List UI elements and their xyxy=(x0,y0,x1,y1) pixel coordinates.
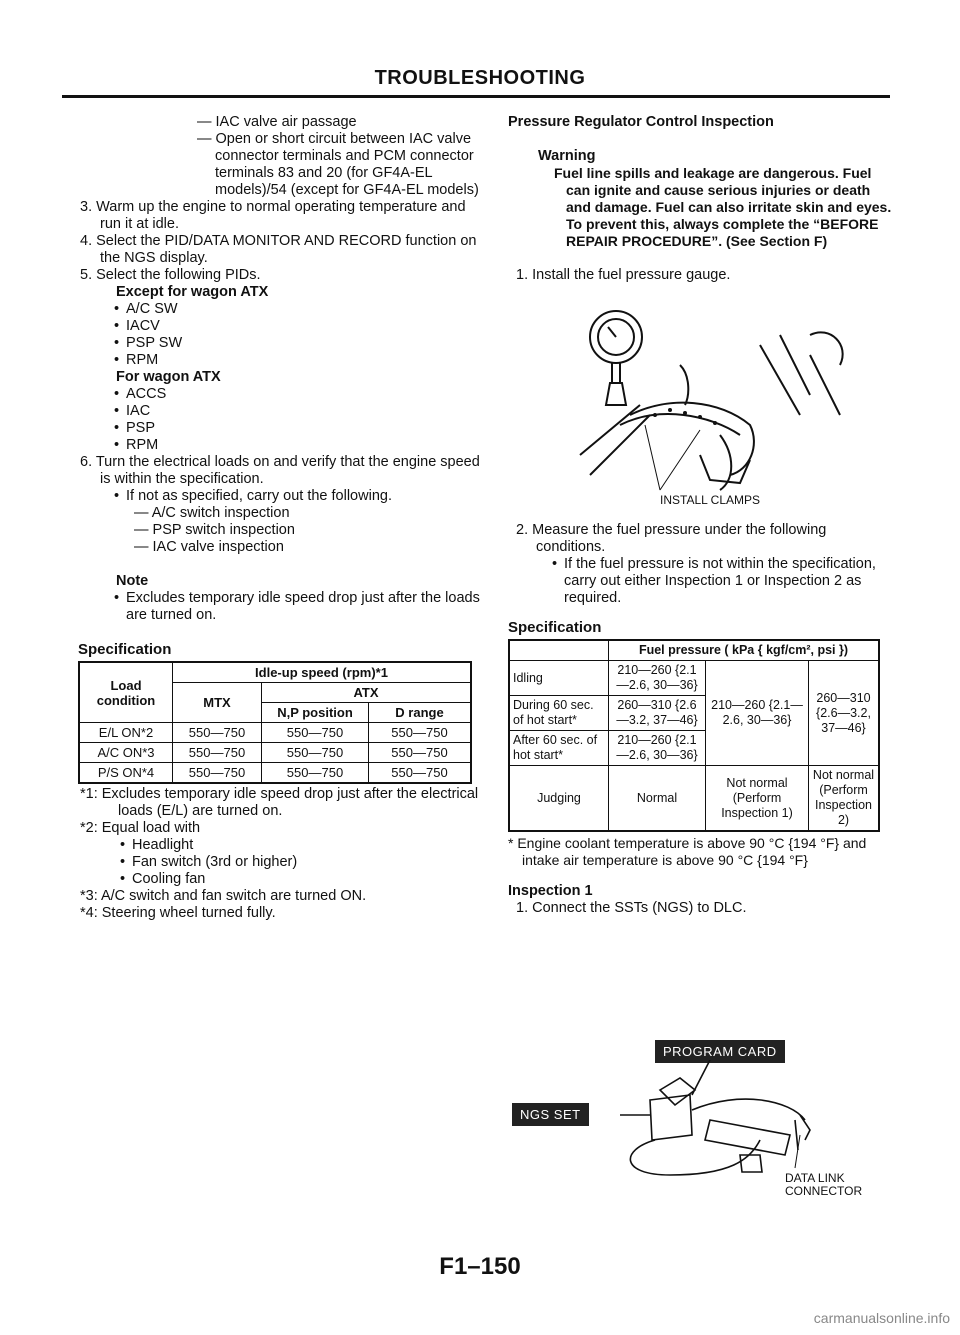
table-cell: 550—750 xyxy=(173,723,262,743)
inspection-1-step: 1. Connect the SSTs (NGS) to DLC. xyxy=(516,900,747,916)
header-rule xyxy=(62,95,890,98)
table-cell: 550—750 xyxy=(262,763,369,784)
except-wagon-heading: Except for wagon ATX xyxy=(116,284,269,300)
table-cell: P/S ON*4 xyxy=(79,763,173,784)
for-wagon-heading: For wagon ATX xyxy=(116,369,221,385)
list-item: • PSP SW xyxy=(80,335,480,352)
list-item: • PSP xyxy=(80,420,480,437)
step-4: 4. Select the PID/DATA MONITOR AND RECORD function on the NGS display. xyxy=(80,233,477,266)
dash-item: — PSP switch inspection xyxy=(134,522,295,538)
table-header: ATX xyxy=(262,683,472,703)
table-cell: Not normal (Perform Inspection 2) xyxy=(809,766,880,832)
table-header: Idle-up speed (rpm)*1 xyxy=(173,662,472,683)
spec-heading: Specification xyxy=(508,619,602,636)
watermark: carmanualsonline.info xyxy=(813,1310,950,1326)
table-row xyxy=(79,743,471,763)
footnote-4: *4: Steering wheel turned fully. xyxy=(80,905,276,921)
fuel-gauge-figure xyxy=(560,305,880,510)
footnote-2: *2: Equal load with xyxy=(80,820,201,836)
list-item: • Fan switch (3rd or higher) xyxy=(80,854,480,871)
dash-item: — A/C switch inspection xyxy=(134,505,290,521)
list-item: • Cooling fan xyxy=(80,871,480,888)
program-card-label: PROGRAM CARD xyxy=(655,1040,785,1063)
table-header: N,P position xyxy=(262,703,369,723)
table-cell: 550—750 xyxy=(369,743,472,763)
table-cell: 550—750 xyxy=(262,723,369,743)
table-header: MTX xyxy=(173,683,262,723)
table-cell: Not normal (Perform Inspection 1) xyxy=(706,766,809,832)
table-row xyxy=(79,723,471,743)
page-number: F1–150 xyxy=(439,1253,521,1280)
left-column xyxy=(80,114,480,922)
table-note: * Engine coolant temperature is above 90 °C {194 °F} and intake air temperature is above 90 °C {194 °F} xyxy=(508,835,867,868)
step-6: 6. Turn the electrical loads on and verify that the engine speed is within the specification. xyxy=(80,454,480,487)
list-item: • IAC xyxy=(80,403,480,420)
page-title: TROUBLESHOOTING xyxy=(374,67,586,89)
note-heading: Note xyxy=(116,573,149,589)
table-cell: After 60 sec. of hot start* xyxy=(509,731,609,766)
table-cell: 550—750 xyxy=(173,743,262,763)
idle-spec-table xyxy=(78,661,472,784)
table-row xyxy=(509,661,879,696)
step-3: 3. Warm up the engine to normal operating temperature and run it at idle. xyxy=(80,199,466,232)
warning-text: Fuel line spills and leakage are dangerous. Fuel can ignite and cause serious injuries or death and damage. Fuel can also irritate skin and eyes. To prevent this, always complete the “BEFORE REPAIR PROCEDURE”. (See Section F) xyxy=(554,165,892,249)
table-row xyxy=(79,763,471,784)
table-cell: Normal xyxy=(609,766,706,832)
step-2: 2. Measure the fuel pressure under the following conditions. xyxy=(516,522,827,555)
right-column xyxy=(508,114,898,284)
footnote-3: *3: A/C switch and fan switch are turned ON. xyxy=(80,888,367,904)
table-cell: 210—260 {2.1—2.6, 30—36} xyxy=(706,661,809,766)
step-5: 5. Select the following PIDs. xyxy=(80,267,261,283)
list-item: • RPM xyxy=(80,437,480,454)
list-item: • If the fuel pressure is not within the specification, carry out either Inspection 1 or Inspection 2 as required. xyxy=(508,556,898,607)
dash-item: — IAC valve air passage xyxy=(197,114,357,130)
list-item: • A/C SW xyxy=(80,301,480,318)
spec-heading: Specification xyxy=(78,641,172,658)
right-column-lower xyxy=(508,522,898,917)
table-header: Load condition xyxy=(79,662,173,723)
fig1-label: INSTALL CLAMPS xyxy=(660,493,761,507)
table-row xyxy=(509,766,879,832)
warning-heading: Warning xyxy=(538,148,596,164)
note-item: • Excludes temporary idle speed drop just after the loads are turned on. xyxy=(80,590,480,624)
list-item: • ACCS xyxy=(80,386,480,403)
ngs-set-label: NGS SET xyxy=(512,1103,589,1126)
table-cell: 550—750 xyxy=(262,743,369,763)
footnote-1: *1: Excludes temporary idle speed drop just after the electrical loads (E/L) are turned on. xyxy=(80,786,479,819)
table-cell: 550—750 xyxy=(369,763,472,784)
ngs-connection-figure xyxy=(600,1060,830,1180)
table-cell: E/L ON*2 xyxy=(79,723,173,743)
section-heading: Pressure Regulator Control Inspection xyxy=(508,114,774,130)
table-cell: A/C ON*3 xyxy=(79,743,173,763)
table-cell: 210—260 {2.1—2.6, 30—36} xyxy=(609,731,706,766)
table-header: Fuel pressure ( kPa { kgf/cm², psi }) xyxy=(609,640,880,661)
table-cell: 260—310 {2.6—3.2, 37—46} xyxy=(809,661,880,766)
table-cell: 260—310 {2.6—3.2, 37—46} xyxy=(609,696,706,731)
table-cell: 550—750 xyxy=(173,763,262,784)
table-cell: Idling xyxy=(509,661,609,696)
table-cell: 550—750 xyxy=(369,723,472,743)
list-item: • Headlight xyxy=(80,837,480,854)
list-item: • If not as specified, carry out the following. xyxy=(80,488,480,505)
step-1: 1. Install the fuel pressure gauge. xyxy=(516,267,731,283)
table-cell: 210—260 {2.1—2.6, 30—36} xyxy=(609,661,706,696)
inspection-1-heading: Inspection 1 xyxy=(508,883,593,899)
dash-item: — Open or short circuit between IAC valve connector terminals and PCM connector terminals 83 and 20 (for GF4A-EL models)/54 (except for GF4A-EL models) xyxy=(197,131,479,198)
list-item: • RPM xyxy=(80,352,480,369)
table-header: D range xyxy=(369,703,472,723)
data-link-connector-label: DATA LINK CONNECTOR xyxy=(785,1171,863,1198)
table-cell: Judging xyxy=(509,766,609,832)
table-cell: During 60 sec. of hot start* xyxy=(509,696,609,731)
dash-item: — IAC valve inspection xyxy=(134,539,284,555)
fuel-pressure-table xyxy=(508,639,880,832)
list-item: • IACV xyxy=(80,318,480,335)
